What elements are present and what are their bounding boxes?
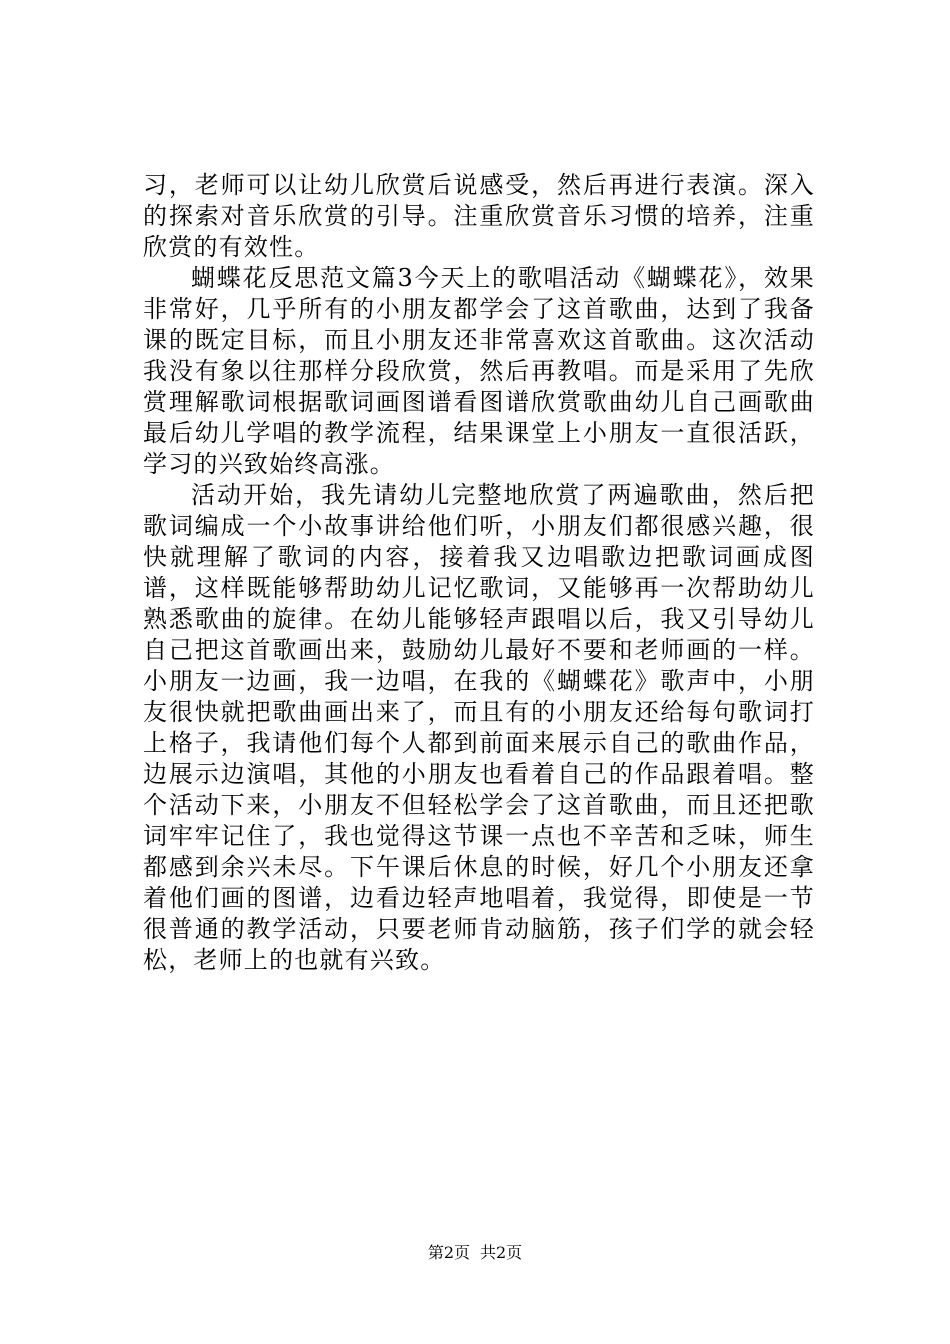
page-total: 共2页 xyxy=(480,1243,523,1262)
paragraph-3: 活动开始，我先请幼儿完整地欣赏了两遍歌曲，然后把歌词编成一个小故事讲给他们听，小朋友们都很感兴趣，很快就理解了歌词的内容，接着我又边唱歌边把歌词画成图谱，这样既能够帮助幼儿记忆歌词，又能够再一次帮助幼儿熟悉歌曲的旋律。在幼儿能够轻声跟唱以后，我又引导幼儿自己把这首歌画出来，鼓励幼儿最好不要和老师画的一样。小朋友一边画，我一边唱，在我的《蝴蝶花》歌声中，小朋友很快就把歌曲画出来了，而且有的小朋友还给每句歌词打上格子，我请他们每个人都到前面来展示自己的歌曲作品，边展示边演唱，其他的小朋友也看着自己的作品跟着唱。整个活动下来，小朋友不但轻松学会了这首歌曲，而且还把歌词牢牢记住了，我也觉得这节课一点也不辛苦和乏味，师生都感到余兴未尽。下午课后休息的时候，好几个小朋友还拿着他们画的图谱，边看边轻声地唱着，我觉得，即使是一节很普通的教学活动，只要老师肯动脑筋，孩子们学的就会轻松，老师上的也就有兴致。 xyxy=(143,481,815,974)
paragraph-1: 习，老师可以让幼儿欣赏后说感受，然后再进行表演。深入的探索对音乐欣赏的引导。注重欣赏音乐习惯的培养，注重欣赏的有效性。 xyxy=(143,171,815,261)
page-number: 第2页 xyxy=(427,1243,470,1262)
document-body xyxy=(143,170,815,976)
paragraph-2: 蝴蝶花反思范文篇3今天上的歌唱活动《蝴蝶花》，效果非常好，几乎所有的小朋友都学会了这首歌曲，达到了我备课的既定目标，而且小朋友还非常喜欢这首歌曲。这次活动我没有象以往那样分段欣赏，然后再教唱。而是采用了先欣赏理解歌词根据歌词画图谱看图谱欣赏歌曲幼儿自己画歌曲最后幼儿学唱的教学流程，结果课堂上小朋友一直很活跃，学习的兴致始终高涨。 xyxy=(143,264,815,478)
page-footer xyxy=(0,1243,950,1263)
